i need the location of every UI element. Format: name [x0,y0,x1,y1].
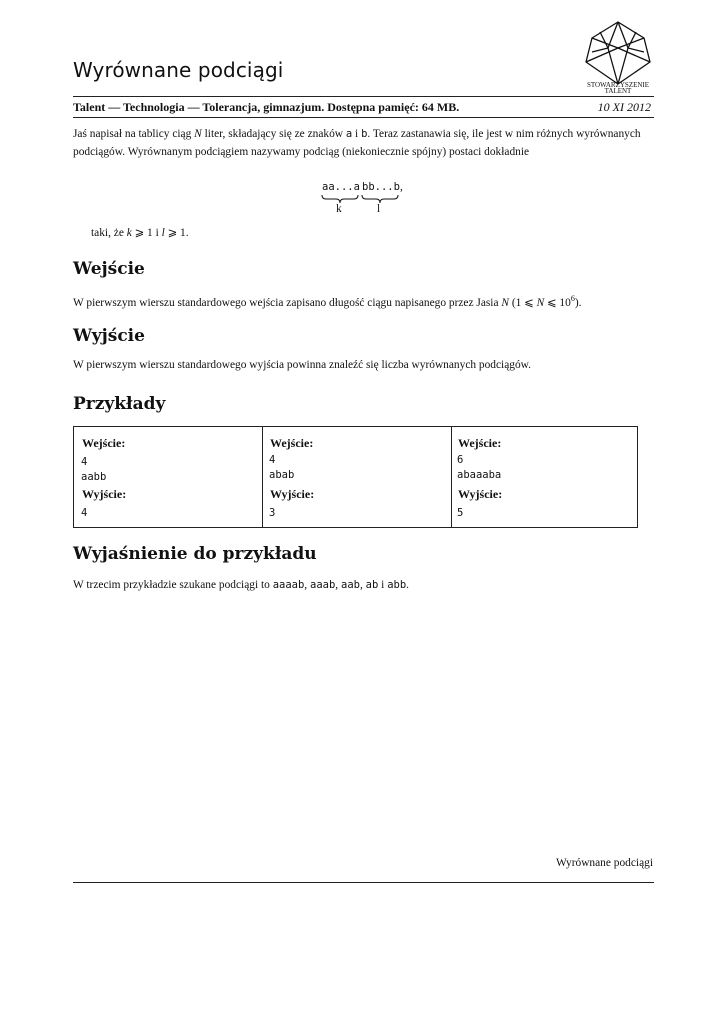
example-3-input-line1: 6 [457,454,464,466]
input-heading: Wejście [73,259,145,279]
footer-title: Wyrównane podciągi [555,857,653,869]
formula-a-run: aa...a [322,181,360,193]
header-rule-top [73,96,654,97]
examples-table [73,426,638,528]
example-2-input-line2: abab [269,469,295,481]
char-a: a [345,128,353,140]
logo-text-line1: STOWARZYSZENIE [586,81,650,89]
example-divider-1 [262,427,263,527]
input-description: W pierwszym wierszu standardowego wejścia zapisano długość ciągu napisanego przez Jasia N (1 ⩽ N ⩽ $10^6$). [73,294,582,309]
formula-underbraces [320,194,402,204]
example-3-input-line2: abaaaba [457,469,502,481]
example-2-input-label: Wejście: [270,436,314,450]
header-date: 10 XI 2012 [597,100,651,114]
char-b: b [361,128,368,140]
formula-b-run: bb...b [362,181,400,193]
condition-line: taki, że k ⩾ 1 i l ⩾ 1. [91,227,189,239]
example-2-output: 3 [269,507,276,519]
example-3-output: 5 [457,507,464,519]
logo-text-line2: TALENT [604,87,632,95]
intro-paragraph: Jaś napisał na tablicy ciąg N liter, składający się ze znaków a i b. Teraz zastanawia się, ile jest w nim różnych wyrównanych podciągów. Wyrównanym podciągiem nazywamy podciąg (niekoniecznie spójny) postaci dokładnie [73,128,641,158]
example-2-output-label: Wyjście: [270,487,315,501]
example-1-input-line2: aabb [81,471,107,483]
header-rule-bottom [73,117,654,118]
header-info: Talent — Technologia — Tolerancja, gimnazjum. Dostępna pamięć: 64 MB. [73,100,460,114]
example-1-input-label: Wejście: [82,436,126,450]
page-title: Wyrównane podciągi [73,58,284,82]
footer-rule [73,882,654,883]
example-1-output-label: Wyjście: [82,487,127,501]
formula-comma: , [400,181,403,193]
subsequence-formula [320,181,430,221]
formula-l-label: l [377,203,381,215]
example-divider-2 [451,427,452,527]
explanation-heading: Wyjaśnienie do przykładu [73,544,317,564]
example-1-input-line1: 4 [81,456,88,468]
example-1-output: 4 [81,507,88,519]
example-2-input-line1: 4 [269,454,276,466]
explanation-text: W trzecim przykładzie szukane podciągi to aaaab, aaab, aab, ab i abb. [73,579,410,591]
formula-k-label: k [336,203,342,215]
output-description: W pierwszym wierszu standardowego wyjścia powinna znaleźć się liczba wyrównanych podciągów. [73,359,531,371]
example-3-output-label: Wyjście: [458,487,503,501]
output-heading: Wyjście [73,326,145,346]
header-line [73,100,654,115]
examples-heading: Przykłady [73,394,166,414]
example-3-input-label: Wejście: [458,436,502,450]
